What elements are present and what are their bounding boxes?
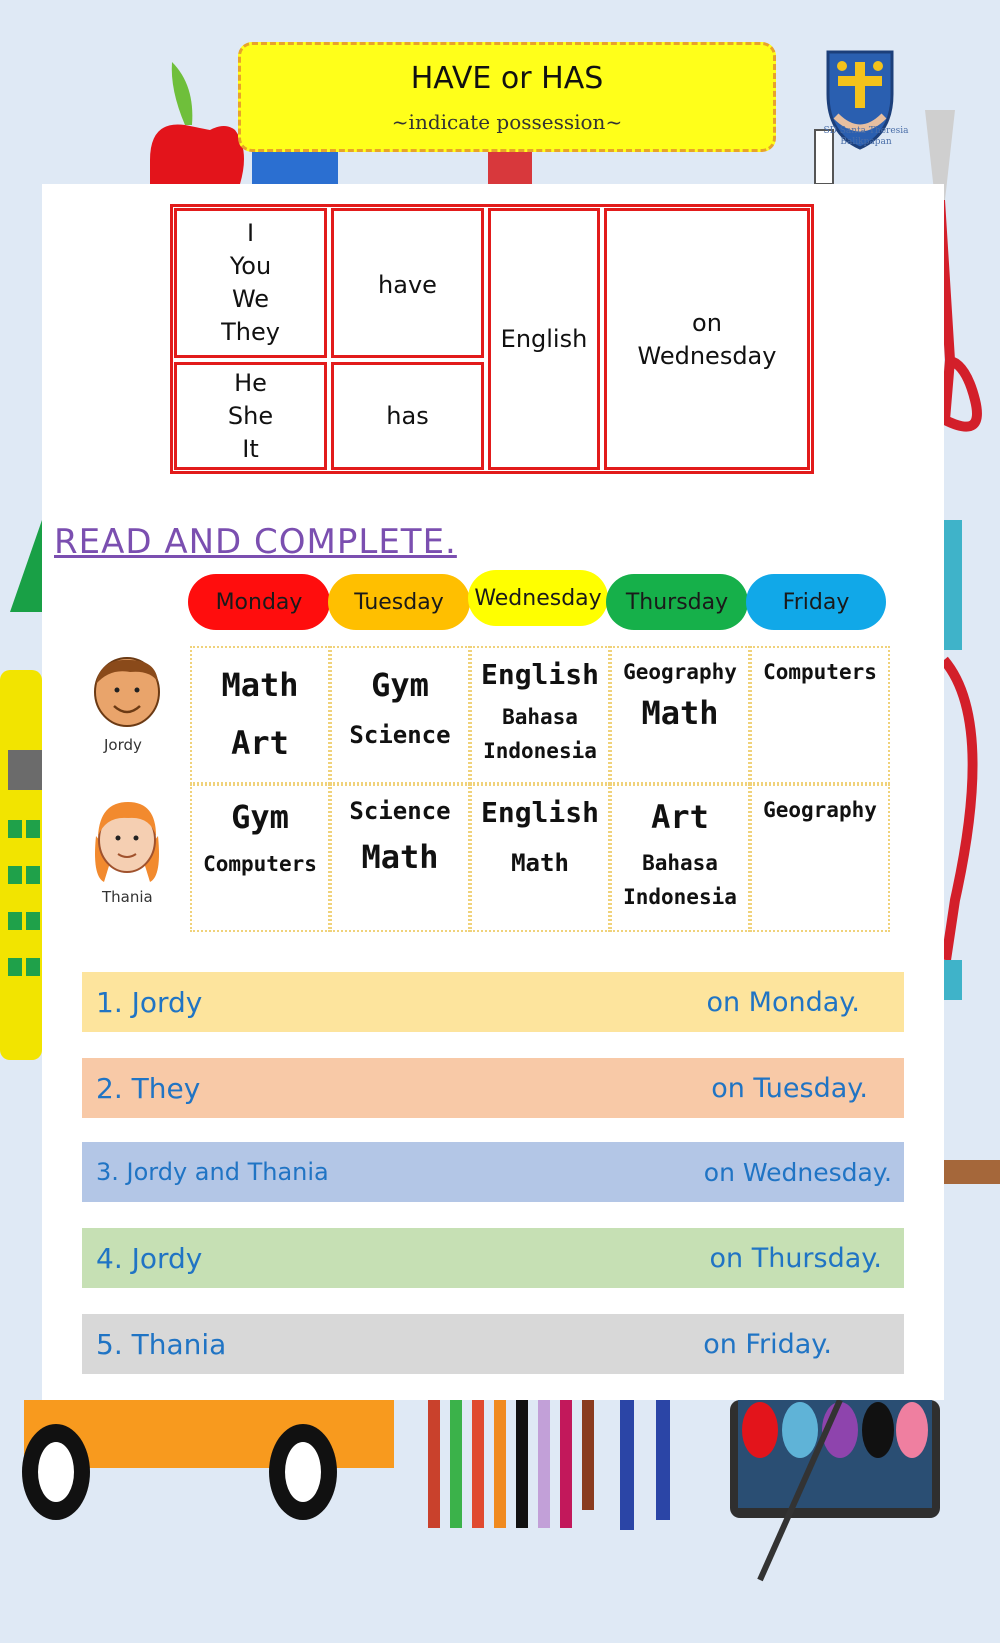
- subject: Computers: [763, 660, 877, 684]
- exercise-subject: 1. Jordy: [96, 985, 203, 1019]
- jordy-friday-cell: [750, 646, 890, 784]
- thania-thursday-cell: [610, 784, 750, 932]
- subject: Gym: [231, 798, 289, 836]
- jordy-name: Jordy: [104, 736, 142, 754]
- school-name: SD Santa Theresia Balikpapan: [823, 126, 909, 147]
- exercise-subject: 3. Jordy and Thania: [96, 1158, 329, 1186]
- subject: English: [480, 658, 599, 691]
- exercise-2[interactable]: [82, 1058, 904, 1118]
- thania-name: Thania: [102, 888, 153, 906]
- subject: Geography: [763, 798, 877, 822]
- thania-friday-cell: [750, 784, 890, 932]
- pronouns-has-cell: He She It: [174, 362, 327, 470]
- jordy-wednesday-cell: [470, 646, 610, 784]
- subject: Math: [641, 694, 719, 732]
- subject: Math: [221, 666, 299, 704]
- subject: Math: [361, 838, 439, 876]
- thania-wednesday-cell: [470, 784, 610, 932]
- exercise-time: on Thursday.: [709, 1242, 882, 1274]
- subject: Bahasa Indonesia: [483, 705, 597, 763]
- jordy-tuesday-cell: [330, 646, 470, 784]
- time-cell: on Wednesday: [604, 208, 810, 470]
- subject: Science: [349, 721, 451, 749]
- day-wednesday: Wednesday: [468, 570, 608, 626]
- thania-tuesday-cell: [330, 784, 470, 932]
- exercise-5[interactable]: [82, 1314, 904, 1374]
- exercise-time: on Friday.: [703, 1328, 832, 1360]
- subject: Gym: [371, 666, 429, 704]
- exercise-3[interactable]: [82, 1142, 904, 1202]
- title-banner: [238, 42, 776, 152]
- has-cell: has: [331, 362, 484, 470]
- scissors-icon: [940, 200, 977, 427]
- day-thursday: Thursday: [606, 574, 748, 630]
- exercise-1[interactable]: [82, 972, 904, 1032]
- thania-monday-cell: [190, 784, 330, 932]
- section-heading: READ AND COMPLETE.: [54, 522, 457, 562]
- thania-avatar: [90, 796, 164, 886]
- pronouns-have-cell: I You We They: [174, 208, 327, 358]
- exercise-time: on Wednesday.: [703, 1157, 892, 1187]
- subject: Art: [231, 724, 289, 762]
- apple-icon: [150, 124, 244, 184]
- exercise-time: on Tuesday.: [711, 1072, 868, 1104]
- exercise-subject: 2. They: [96, 1071, 201, 1105]
- exercise-subject: 4. Jordy: [96, 1241, 203, 1275]
- worksheet-title: HAVE or HAS: [410, 61, 604, 96]
- object-cell: English: [488, 208, 600, 470]
- jordy-monday-cell: [190, 646, 330, 784]
- subject: Art: [651, 798, 709, 836]
- subject: Geography: [623, 660, 737, 684]
- subject: Science: [349, 797, 451, 825]
- have-cell: have: [331, 208, 484, 358]
- jordy-thursday-cell: [610, 646, 750, 784]
- exercise-4[interactable]: [82, 1228, 904, 1288]
- subject: Bahasa Indonesia: [623, 851, 737, 909]
- day-monday: Monday: [188, 574, 330, 630]
- exercise-subject: 5. Thania: [96, 1327, 227, 1361]
- exercise-time: on Monday.: [706, 986, 860, 1018]
- subject: English: [480, 796, 599, 829]
- subject: Math: [511, 849, 569, 877]
- subject: Computers: [203, 852, 317, 876]
- day-friday: Friday: [746, 574, 886, 630]
- day-tuesday: Tuesday: [328, 574, 470, 630]
- worksheet-subtitle: ~indicate possession~: [391, 110, 623, 134]
- jordy-avatar: [90, 652, 164, 742]
